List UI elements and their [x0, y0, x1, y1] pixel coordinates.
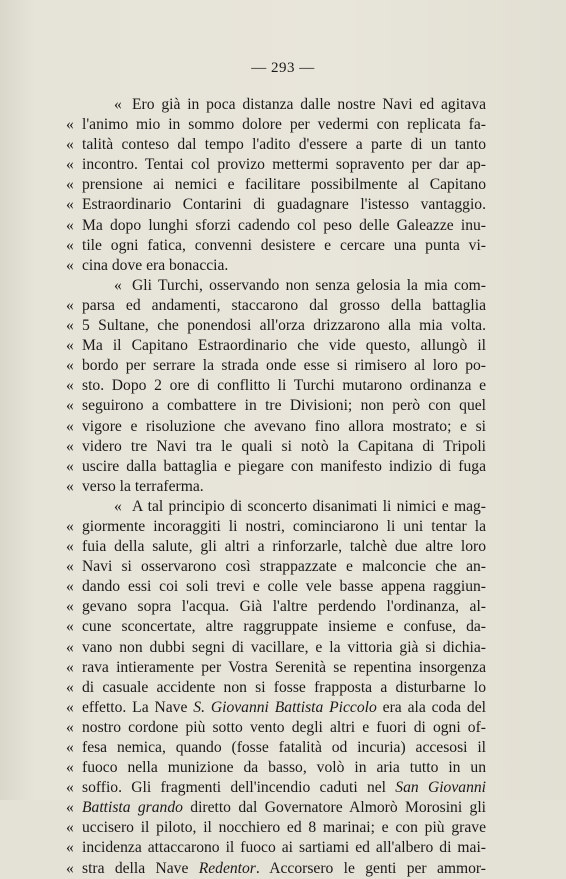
line-text: fuia della salute, gli altri a rinforzarle, talchè due altre loro — [82, 538, 486, 556]
quote-mark: « — [66, 417, 74, 435]
quote-mark: « — [114, 497, 122, 515]
quote-mark: « — [66, 859, 74, 877]
text-line — [66, 678, 486, 698]
quote-mark: « — [66, 839, 74, 857]
text-line — [66, 597, 486, 617]
quote-mark: « — [66, 437, 74, 455]
text-line — [66, 336, 486, 356]
line-text: tile ogni fatica, convenni desistere e cercare una punta vi- — [82, 236, 486, 254]
quote-mark: « — [66, 136, 74, 154]
quote-mark: « — [66, 196, 74, 214]
text-line — [66, 577, 486, 597]
line-text: talità conteso dal tempo l'adito d'essere a parte di un tanto — [82, 136, 486, 154]
line-text: stra della Nave — [82, 859, 199, 877]
text-line — [66, 818, 486, 838]
line-text: gevano sopra l'acqua. Già l'altre perdendo l'ordinanza, al- — [82, 598, 486, 616]
text-line — [66, 135, 486, 155]
line-text: . Accorsero le genti per ammor- — [255, 859, 487, 877]
quote-mark: « — [66, 598, 74, 616]
line-text: diretto dal Governatore Almorò Morosini gli — [182, 799, 486, 817]
ship-name: Battista grando — [82, 799, 183, 817]
line-text: cina dove era bonaccia. — [82, 256, 229, 274]
quote-mark: « — [66, 457, 74, 475]
text-line — [86, 276, 486, 296]
text-line — [66, 115, 486, 135]
quote-mark: « — [66, 517, 74, 535]
text-line — [66, 477, 486, 497]
line-text: soffio. Gli fragmenti dell'incendio caduti nel — [82, 779, 396, 797]
quote-mark: « — [66, 156, 74, 174]
page-number: — 293 — — [251, 60, 315, 76]
text-line — [66, 216, 486, 236]
line-text: effetto. La Nave — [82, 698, 194, 716]
quote-mark: « — [66, 779, 74, 797]
text-line — [66, 437, 486, 457]
line-text: incontro. Tentai col provizo mettermi sopravento per dar ap- — [82, 156, 486, 174]
quote-mark: « — [66, 578, 74, 596]
text-line — [86, 497, 486, 517]
line-text: Navi si osservarono così strappazzate e malconcie che an- — [82, 558, 486, 576]
line-text: Ma dopo lunghi sforzi cadendo col peso delle Galeazze inu- — [82, 216, 486, 234]
text-line — [66, 356, 486, 376]
quote-mark: « — [66, 739, 74, 756]
text-line — [66, 798, 486, 818]
line-text: seguirono a combattere in tre Divisioni; non però con quel — [82, 397, 486, 415]
quote-mark: « — [66, 357, 74, 375]
quote-mark: « — [66, 296, 74, 314]
text-line — [66, 155, 486, 175]
line-text: era ala coda del — [376, 698, 486, 716]
line-text: prensione ai nemici e facilitare possibilmente al Capitano — [82, 176, 486, 194]
line-text: Estraordinario Contarini di guadagnare l'istesso vantaggio. — [82, 196, 486, 214]
line-text: cune sconcertate, altre raggruppate insieme e confuse, da- — [82, 618, 486, 636]
quote-mark: « — [66, 116, 74, 134]
line-text: 5 Sultane, che ponendosi all'orza drizzarono alla mia volta. — [82, 317, 486, 335]
quote-mark: « — [66, 377, 74, 395]
text-line — [66, 396, 486, 416]
text-line — [86, 95, 486, 115]
text-line — [66, 316, 486, 336]
quote-mark: « — [66, 558, 74, 576]
ship-name: San Giovanni — [395, 779, 486, 797]
quote-mark: « — [66, 819, 74, 837]
quote-mark: « — [66, 256, 74, 274]
quote-mark: « — [66, 236, 74, 254]
quote-mark: « — [66, 698, 74, 716]
line-text: di casuale accidente non si fosse frapposta a disturbarne lo — [82, 678, 486, 696]
quote-mark: « — [66, 538, 74, 556]
text-line — [66, 517, 486, 537]
text-line — [66, 256, 486, 276]
line-text: vigore e risoluzione che avevano fino allora mostrato; e si — [82, 417, 486, 435]
text-line — [66, 758, 486, 778]
text-line — [66, 698, 486, 718]
text-line — [66, 658, 486, 678]
line-text: nostro cordone più sotto vento degli altri e fuori di ogni of- — [82, 718, 486, 736]
text-line — [66, 537, 486, 557]
body-text — [66, 95, 487, 879]
text-line — [66, 738, 486, 758]
quote-mark: « — [66, 216, 74, 234]
line-text: fuoco nella munizione da basso, volò in aria tutto in un — [82, 759, 486, 777]
line-text: videro tre Navi tra le quali si notò la Capitana di Tripoli — [82, 437, 486, 455]
text-line — [66, 557, 486, 577]
quote-mark: « — [114, 276, 122, 294]
quote-mark: « — [66, 759, 74, 777]
text-line — [66, 859, 487, 879]
line-text: verso la terraferma. — [82, 477, 204, 495]
text-line — [66, 376, 486, 396]
line-text: giormente incoraggiti li nostri, cominciarono li uni tentar la — [82, 517, 486, 535]
quote-mark: « — [66, 618, 74, 636]
text-line — [66, 638, 486, 658]
line-text: uscire dalla battaglia e piegare con manifesto indizio di fuga — [82, 457, 486, 475]
quote-mark: « — [66, 718, 74, 736]
line-text: fesa nemica, quando (fosse fatalità od incuria) accesosi il — [82, 739, 486, 756]
text-line — [66, 778, 486, 798]
quote-mark: « — [66, 397, 74, 415]
quote-mark: « — [66, 477, 74, 495]
line-text: incidenza attaccarono il fuoco ai sartiami ed all'albero di mai- — [82, 839, 486, 857]
ship-name: Redentor — [198, 859, 256, 877]
line-text: Gli Turchi, osservando non senza gelosia la mia com- — [132, 276, 486, 294]
line-text: rava intieramente per Vostra Serenità se repentina insorgenza — [82, 658, 486, 676]
quote-mark: « — [66, 337, 74, 355]
line-text: A tal principio di sconcerto disanimati li nimici e mag- — [132, 497, 486, 515]
line-text: parsa ed andamenti, staccarono dal grosso della battaglia — [82, 296, 486, 314]
line-text: Ero già in poca distanza dalle nostre Navi ed agitava — [132, 96, 486, 113]
ship-name: S. Giovanni Battista Piccolo — [193, 698, 377, 716]
text-line — [66, 417, 486, 437]
text-line — [66, 175, 486, 195]
text-line — [66, 718, 486, 738]
line-text: l'animo mio in sommo dolore per vedermi con replicata fa- — [82, 116, 486, 134]
line-text: Ma il Capitano Estraordinario che vide questo, allungò il — [82, 337, 486, 355]
quote-mark: « — [66, 678, 74, 696]
line-text: sto. Dopo 2 ore di conflitto li Turchi mutarono ordinanza e — [82, 377, 486, 395]
line-text: dando essi coi soli trevi e colle vele basse appena raggiun- — [82, 578, 486, 596]
text-line — [66, 296, 486, 316]
text-line — [66, 457, 486, 477]
text-line — [66, 236, 486, 256]
text-line — [66, 195, 486, 215]
quote-mark: « — [66, 638, 74, 656]
quote-mark: « — [66, 176, 74, 194]
line-text: uccisero il piloto, il nocchiero ed 8 marinai; e con più grave — [82, 819, 486, 837]
text-line — [66, 617, 486, 637]
line-text: bordo per serrare la strada onde esse si rimisero al loro po- — [82, 357, 486, 375]
quote-mark: « — [114, 96, 122, 113]
quote-mark: « — [66, 317, 74, 335]
text-line — [66, 838, 486, 858]
quote-mark: « — [66, 799, 74, 817]
line-text: vano non dubbi segni di vacillare, e la vittoria già si dichia- — [82, 638, 486, 656]
quote-mark: « — [66, 658, 74, 676]
